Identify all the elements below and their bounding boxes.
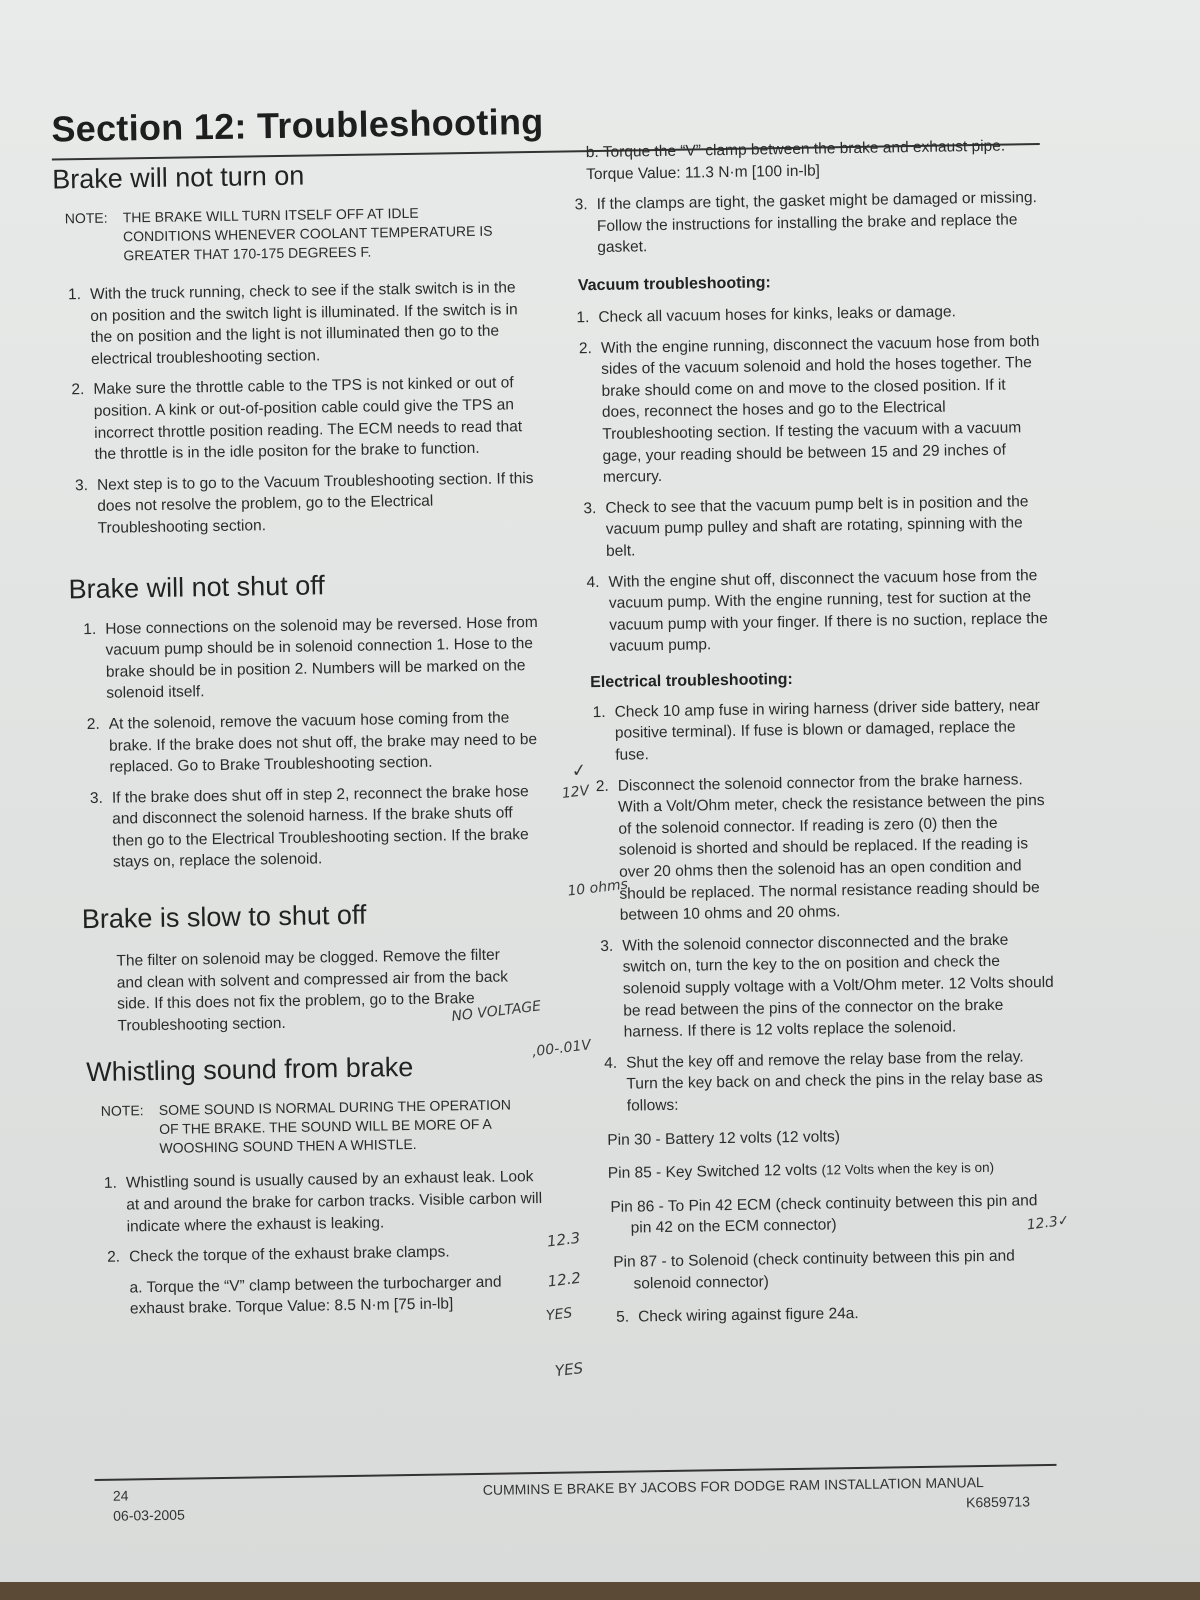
note-text: THE BRAKE WILL TURN ITSELF OFF AT IDLE CONDITIONS WHENEVER COOLANT TEMPERATURE IS GREATER THAT 170-175 DEGREES F. <box>122 204 493 264</box>
brake-slow-text: The filter on solenoid may be clogged. Remove the filter and clean with solvent and compressed air from the back side. If this does not fix the problem, go to the Brake Troubleshooting section. <box>116 946 509 1035</box>
page-number: 24 <box>112 1487 129 1504</box>
handwritten-pin86: YES <box>545 1305 574 1325</box>
item-number: 1. <box>83 620 97 638</box>
item-number: 5. <box>615 1308 630 1326</box>
item-number: 3. <box>74 476 89 494</box>
pin-30-row: Pin 30 - Battery 12 volts (12 volts) <box>607 1127 841 1149</box>
list-item <box>592 695 1051 767</box>
item-number: 3. <box>600 937 614 955</box>
note-coolant <box>65 202 506 266</box>
note-label: NOTE: <box>100 1102 144 1120</box>
list-item <box>579 331 1047 489</box>
item-number: 2. <box>578 339 592 357</box>
item-number: 2. <box>71 381 85 399</box>
footer-manual-title: CUMMINS E BRAKE BY JACOBS FOR DODGE RAM INSTALLATION MANUAL <box>482 1474 984 1498</box>
list-item <box>104 1166 549 1238</box>
item-text: If the brake does shut off in step 2, reconnect the brake hose and disconnect the solenoid harness. If the brake shuts off then go to the Electrical Troubleshooting section. If the brake stays on, replace the solenoid. <box>111 782 529 872</box>
pin-86-row: Pin 86 - To Pin 42 ECM (check continuity between this pin and pin 42 on the ECM connector) <box>610 1191 1038 1237</box>
item-text: Make sure the throttle cable to the TPS is not kinked or out of position. A kink or out-of-position cable could give the TPS an incorrect throttle position reading. The ECM needs to read that the throttle is in the idle positon for the brake to function. <box>93 374 523 464</box>
item-text: Hose connections on the solenoid may be reversed. Hose from vacuum pump should be in solenoid connection 1. Hose to the brake should be in position 2. Numbers will be marked on the solenoid itself. <box>105 613 538 703</box>
item-number: 4. <box>586 573 600 591</box>
note-text: SOME SOUND IS NORMAL DURING THE OPERATION OF THE BRAKE. THE SOUND WILL BE MORE OF A WOOSHING SOUND THEN A WHISTLE. <box>158 1096 512 1157</box>
list-item <box>604 1046 1057 1118</box>
list-item <box>616 1300 1060 1329</box>
note-label: NOTE: <box>64 209 108 227</box>
handwritten-pin30-right: 12.3✓ <box>1025 1212 1071 1234</box>
footer-date: 06-03-2005 <box>113 1506 185 1524</box>
list-item <box>90 781 543 874</box>
list-item <box>576 300 1044 329</box>
handwritten-12v: 12V <box>561 782 591 802</box>
item-number: 2. <box>595 777 609 795</box>
list-item <box>583 491 1048 563</box>
heading-brake-not-on: Brake will not turn on <box>51 160 305 195</box>
handwritten-pin85: 12.2 <box>546 1268 582 1291</box>
item-number: 3. <box>89 789 103 807</box>
left-column <box>52 153 550 1321</box>
item-number: 2. <box>106 1248 121 1267</box>
list-item <box>68 277 535 371</box>
page-title: Section 12: Troubleshooting <box>51 100 544 150</box>
list-item <box>600 929 1056 1044</box>
list-item <box>596 769 1054 927</box>
list-item <box>586 564 1049 658</box>
item-text: Whistling sound is usually caused by an exhaust leak. Look at and around the brake for carbon tracks. Visible carbon will indicate where the exhaust is leaking. <box>125 1168 543 1236</box>
list-item <box>87 707 542 779</box>
item-number: 2. <box>86 715 100 733</box>
item-number: 1. <box>67 286 82 304</box>
pin-85-note: (12 Volts when the key is on) <box>821 1160 995 1178</box>
list-item <box>107 1240 549 1269</box>
pin-85-text: Pin 85 - Key Switched 12 volts <box>607 1161 818 1183</box>
item-number: 1. <box>576 309 590 327</box>
item-text: At the solenoid, remove the vacuum hose coming from the brake. If the brake does not shut off, the brake may need to be replaced. Go to Brake Troubleshooting section. <box>108 709 538 776</box>
note-whistling <box>101 1096 532 1160</box>
item-text: Check all vacuum hoses for kinks, leaks or damage. <box>598 303 957 326</box>
handwritten-10-ohms: 10 ohms <box>566 876 629 900</box>
item-text: With the truck running, check to see if the stalk switch is in the on position and the switch light is illuminated. If the switch is in the on position and the light is not illuminated then go to the electrical troubleshooting section. <box>89 279 518 368</box>
handwritten-reading: ,00-.01V <box>531 1037 592 1061</box>
list-item <box>75 468 538 540</box>
item-text: With the solenoid connector disconnected and the brake switch on, turn the key to the on position and check the solenoid supply voltage with a Volt/Ohm meter. 12 Volts should be read between the pins of the connector on the brake harness. If there is 12 volts replace the solenoid. <box>622 931 1054 1041</box>
list-item <box>574 187 1043 259</box>
pin-87-row: Pin 87 - to Solenoid (check continuity between this pin and solenoid connector) <box>613 1247 1015 1293</box>
list-item <box>71 372 536 466</box>
item-number: 3. <box>583 499 597 517</box>
right-column <box>574 137 1060 1329</box>
item-text: Check the torque of the exhaust brake clamps. <box>128 1243 450 1266</box>
heading-electrical: Electrical troubleshooting: <box>590 670 793 692</box>
sub-item-b: b. Torque the “V” clamp between the brake and exhaust pipe. Torque Value: 11.3 N·m [100 in-lb] <box>585 137 1006 183</box>
item-number: 1. <box>103 1175 118 1193</box>
item-number: 1. <box>592 703 606 721</box>
heading-brake-not-off: Brake will not shut off <box>68 569 325 604</box>
heading-whistling: Whistling sound from brake <box>85 1052 414 1088</box>
item-text: If the clamps are tight, the gasket might be damaged or missing. Follow the instructions for installing the brake and replace the gasket. <box>596 189 1037 257</box>
handwritten-no-voltage: NO VOLTAGE <box>450 998 542 1025</box>
item-text: Check wiring against figure 24a. <box>637 1305 859 1326</box>
item-number: 3. <box>574 196 588 214</box>
item-number: 4. <box>604 1054 618 1072</box>
heading-vacuum: Vacuum troubleshooting: <box>577 274 771 295</box>
item-text: Check to see that the vacuum pump belt is in position and the vacuum pump pulley and shaft are rotating, spinning with the belt. <box>605 492 1029 560</box>
pin-85-row <box>608 1156 1048 1185</box>
item-text: With the engine running, disconnect the vacuum hose from both sides of the vacuum solenoid and hold the hoses together. The brake should come on and move to the closed position. If it does, reconnect the hoses and go to the Electrical Troubleshooting section. If testing the vacuum with a vacuum gage, your reading should be between 15 and 29 inches of mercury. <box>600 332 1040 487</box>
handwritten-pin30: 12.3 <box>545 1228 582 1251</box>
heading-brake-slow: Brake is slow to shut off <box>81 899 367 935</box>
item-text: Disconnect the solenoid connector from the brake harness. With a Volt/Ohm meter, check the resistance between the pins of the solenoid connector. If reading is zero (0) then the solenoid is shorted and should be replaced. If the reading is over 20 ohms then the solenoid has an open condition and should be replaced. The normal resistance reading should be between 10 ohms and 20 ohms. <box>617 771 1045 924</box>
sub-item-a: a. Torque the “V” clamp between the turbocharger and exhaust brake. Torque Value: 8.5 N·m [75 in-lb] <box>129 1273 502 1318</box>
footer-part-number: K6859713 <box>965 1493 1031 1511</box>
item-text: Shut the key off and remove the relay base from the relay. Turn the key back on and check the pins in the relay base as follows: <box>625 1048 1044 1115</box>
list-item <box>83 611 540 705</box>
item-text: Next step is to go to the Vacuum Troubleshooting section. If this does not resolve the problem, go to the Electrical Troubleshooting section. <box>96 469 534 537</box>
item-text: Check 10 amp fuse in wiring harness (driver side battery, near positive terminal). If fuse is blown or damaged, replace the fuse. <box>614 696 1040 764</box>
handwritten-pin87: YES <box>553 1358 585 1381</box>
handwritten-check: ✓ <box>570 759 588 783</box>
item-text: With the engine shut off, disconnect the vacuum hose from the vacuum pump. With the engine running, test for suction at the vacuum pump with your finger. If there is no suction, replace the vacuum pump. <box>608 566 1048 656</box>
